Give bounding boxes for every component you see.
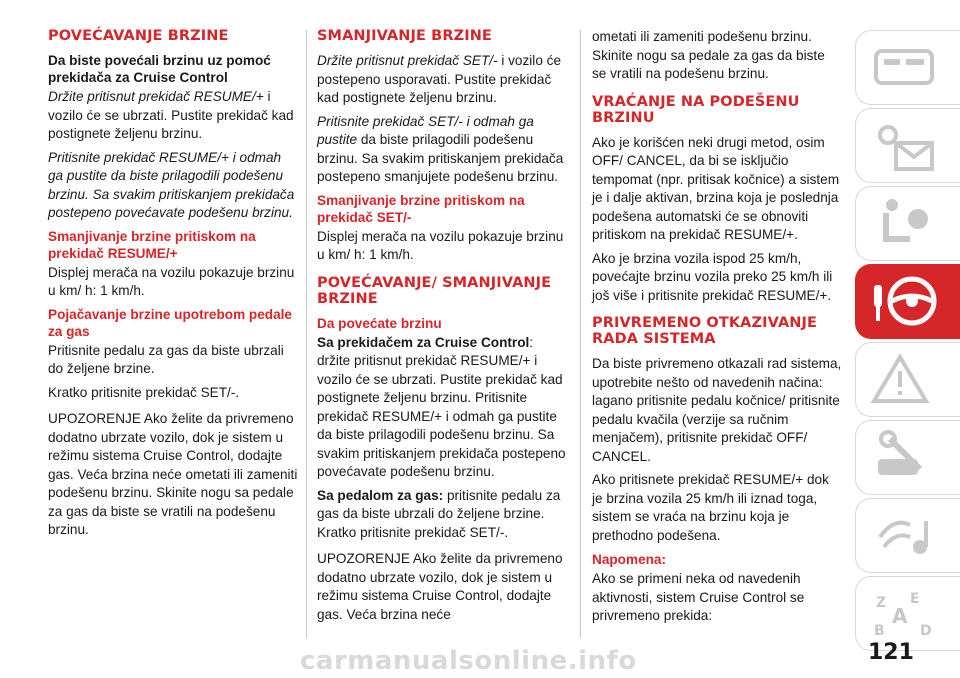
tab-starting-driving[interactable] [855,264,960,339]
tab-maintenance[interactable] [855,420,960,495]
tab-safety[interactable] [855,186,960,261]
paragraph: Pritisnite pedalu za gas da biste ubrzali do željene brzine. [48,342,284,376]
subheading-increase-via-switch: Da biste povećali brzinu uz pomoć prekidača za Cruise Control [48,53,271,85]
paragraph: Pritisnite prekidač RESUME/+ i odmah ga pustite da biste prilagodili podešenu brzinu. Sa svakim pritiskanjem prekidača postepeno povećavate podešenu brzinu. [48,149,295,220]
steering-wheel-key-icon [870,273,940,331]
paragraph: Displej merača na vozilu pokazuje brzinu u km/ h: 1 km/h. [317,228,564,262]
column-3 [592,28,842,631]
airbag-seat-icon [870,195,940,253]
column-2 [317,28,569,629]
dashboard-icon [870,39,940,97]
column-1 [48,28,298,545]
heading-increase-decrease: POVEĆAVANJE/ SMANJIVANJE BRZINE [317,274,552,307]
subheading-note: Napomena: [592,552,667,567]
text: : držite pritisnut prekidač RESUME/+ i vozilo će se ubrzati. Pustite prekidač kad postignete željenu brzinu. Pritisnite prekidač RESUME/+ i odmah ga pustite da biste prilagodili podešenu brzinu. Sa svakim pritiskanjem prekidača postepeno povećavate podešenu brzinu. [317,334,566,479]
paragraph: Ako se primeni neka od navedenih aktivnosti, sistem Cruise Control se privremeno prekida: [592,571,805,623]
warning-paragraph: UPOZORENJE Ako želite da privremeno dodatno ubrzate vozilo, dok je sistem u režimu sistema Cruise Control, dodajte gas. Veća brzina neće [317,551,563,622]
bold-text: Sa prekidačem za Cruise Control [317,334,530,350]
paragraph [317,113,569,187]
tab-multimedia[interactable] [855,498,960,573]
text: i vozilo će se ubrzati. Pustite prekidač kad postignete željenu brzinu. [48,89,294,141]
paragraph: Displej merača na vozilu pokazuje brzinu u km/ h: 1 km/h. [48,264,295,298]
tab-emergency[interactable] [855,342,960,417]
tab-dashboard[interactable] [855,30,960,105]
tab-warning-lights[interactable] [855,108,960,183]
hazard-triangle-icon [870,351,940,409]
italic-text: Držite pritisnut prekidač RESUME/+ [48,89,264,104]
column-divider [580,30,581,638]
paragraph [317,487,569,543]
svg-text:E: E [910,591,920,607]
heading-resume-speed: VRAĆANJE NA PODEŠENU BRZINU [592,93,800,126]
svg-text:D: D [920,623,932,639]
multimedia-icon [870,507,940,565]
paragraph: Ako je brzina vozila ispod 25 km/h, povećajte brzinu vozila preko 25 km/h ili još više i pritisnite prekidač RESUME/+. [592,250,833,303]
paragraph: Ako pritisnete prekidač RESUME/+ dok je brzina vozila 25 km/h ili iznad toga, sistem se vraća na brzinu koja je prethodno podešena. [592,472,829,543]
paragraph [48,88,298,144]
svg-text:A: A [892,604,908,628]
text: i vozilo će postepeno usporavati. Pustite prekidač kad postignete željenu brzinu. [317,53,562,105]
heading-decrease-speed: SMANJIVANJE BRZINE [317,28,492,44]
column-divider [306,30,307,638]
subheading-accelerator: Pojačavanje brzine upotrebom pedale za gas [48,306,292,339]
chapter-sidebar [855,30,960,639]
svg-text:Z: Z [876,595,887,611]
subheading-decrease-resume: Smanjivanje brzine pritiskom na prekidač RESUME/+ [48,228,256,261]
index-letters-icon [870,585,940,643]
paragraph: Kratko pritisnite prekidač SET/-. [48,384,240,400]
warning-lights-icon [870,117,940,175]
warning-paragraph: UPOZORENJE Ako želite da privremeno dodatno ubrzate vozilo, dok je sistem u režimu sistema Cruise Control, dodajte gas. Veća brzina neće ometati ili zameniti podešenu brzinu. Skinite nogu sa pedale za gas da biste se vratili na podešenu brzinu. [48,411,298,537]
paragraph: ometati ili zameniti podešenu brzinu. Skinite nogu sa pedale za gas da biste se vratili na podešenu brzinu. [592,29,825,81]
subheading-to-increase: Da povećate brzinu [317,315,442,331]
watermark: carmanualsonline.info [300,646,637,676]
heading-temporary-cancel: PRIVREMENO OTKAZIVANJE RADA SISTEMA [592,315,818,347]
service-wrench-icon [870,429,940,487]
bold-text: Sa pedalom za gas: [317,487,444,503]
italic-text: Pritisnite prekidač SET/- i odmah ga pustite [317,113,534,147]
text: da biste prilagodili podešenu brzinu. Sa svakim pritiskanjem prekidača postepeno smanjujete podešenu brzinu. [317,132,564,184]
subheading-decrease-set: Smanjivanje brzine pritiskom na prekidač SET/- [317,192,525,225]
paragraph: Da biste privremeno otkazali rad sistema, upotrebite nešto od navedenih načina: lagano pritisnite pedalu kočnice/ pritisnite pedalu kvačila (verzije sa ručnim menjačem), pritisnite prekidač OFF/ CANCEL. [592,356,842,464]
italic-text: Držite pritisnut prekidač SET/- [317,53,498,68]
paragraph [317,334,569,482]
paragraph: Ako je korišćen neki drugi metod, osim OFF/ CANCEL, da bi se isključio tempomat (npr. pritisak kočnice) a sistem je i dalje aktivan, brzina koja je poslednja podešena automatski će se obnoviti pritiskom na prekidač RESUME/+. [592,134,840,242]
page-number: 121 [868,640,914,665]
svg-text:B: B [874,623,885,639]
paragraph [317,52,569,108]
text: pritisnite pedalu za gas da biste ubrzali do željene brzine. Kratko pritisnite prekidač SET/-. [317,487,561,540]
heading-increase-speed: POVEĆAVANJE BRZINE [48,28,229,44]
